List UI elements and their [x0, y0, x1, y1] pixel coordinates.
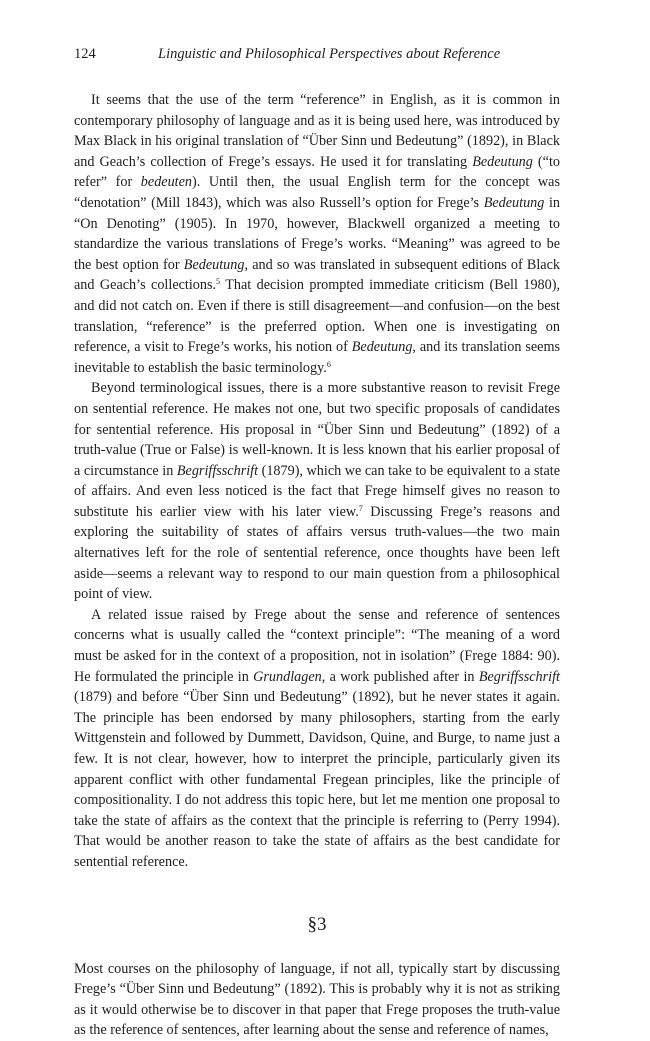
section-heading: §3: [307, 913, 327, 935]
text-run: Discussing Frege’s reasons and exploring the suitability of states of affairs versus truth-values—the two main alternatives left for the role of sentential reference, once thoughts have been left aside—seems a relevant way to respond to our main question from a philosophical point of view.: [74, 503, 560, 603]
running-title: Linguistic and Philosophical Perspectives about Reference: [158, 46, 501, 62]
paragraph-4: Most courses on the philosophy of language, if not all, typically start by discussing Frege’s “Über Sinn und Bedeutung” (1892). This is probably why it is not as striking as it would otherwise be to discover in that paper that Frege proposes the truth-value as the reference of sentences, after learning about the sense and reference of names,: [74, 960, 560, 1039]
text-run: (1879) and before “Über Sinn und Bedeutung” (1892), but he never states it again. The principle has been endorsed by many philosophers, starting from the early Wittgenstein and followed by Dummett, Davidson, Quine, and Burge, to name just a few. It is not clear, however, how to interpret the principle, particularly given its apparent conflict with other fundamental Fregean principles, like the principle of compositionality. I do not address this topic here, but let me mention one proposal to take the state of affairs as the context that the principle is referring to (Perry 1994). That would be another reason to take the state of affairs as the best candidate for sentential reference.: [74, 689, 560, 870]
text-run: A related issue raised by Frege about the sense and reference of sentences concerns what is usually called the “context principle”: “The meaning of a word must be asked for in the context of a proposition, not in isolation” (Frege 1884: 90). He formulated the principle in: [74, 606, 560, 685]
text-run: , and so was translated in subsequent editions of Black and Geach’s collections.: [74, 256, 560, 294]
body-text: [74, 90, 560, 1041]
footnote-marker-5[interactable]: 5: [216, 277, 221, 287]
italic-term: Bedeutung: [472, 153, 533, 170]
text-run: , a work published after in: [321, 668, 479, 685]
paragraph-2: [74, 378, 560, 605]
text-run: , and its translation seems inevitable to establish the basic terminology.: [74, 339, 560, 376]
italic-term: Bedeutung: [483, 194, 545, 211]
text-run: ). Until then, the usual English term for the concept was “denotation” (Mill 1843), which was also Russell’s option for Frege’s: [74, 174, 560, 211]
running-header: [74, 46, 564, 66]
text-run: That decision prompted immediate criticism (Bell 1980), and did not catch on. Even if there is still disagreement—and confusion—on the best translation, “reference” is the preferred option. When one is investigating on reference, a visit to Frege’s works, his notion of: [74, 277, 560, 356]
paragraph-1: [74, 90, 560, 378]
italic-term: Begriffsschrift: [478, 668, 560, 685]
text-run: (“to refer” for: [74, 153, 560, 191]
italic-term: Bedeutung: [183, 256, 245, 273]
paragraph-3: [74, 605, 560, 873]
footnote-marker-7[interactable]: 7: [358, 503, 363, 513]
text-run: Beyond terminological issues, there is a more substantive reason to revisit Frege on sentential reference. He makes not one, but two specific proposals of candidates for sentential reference. His proposal in “Über Sinn und Bedeutung” (1892) of a truth-value (True or False) is well-known. It is less known that his earlier proposal of a circumstance in: [74, 380, 560, 479]
page-number: 124: [74, 46, 96, 62]
italic-term: Grundlagen: [253, 668, 322, 685]
text-run: It seems that the use of the term “reference” in English, as it is common in contemporary philosophy of language and as it is being used here, was introduced by Max Black in his original translation of “Über Sinn und Bedeutung” (1892), in Black and Geach’s collection of Frege’s essays. He used it for translating: [74, 92, 560, 170]
italic-term: bedeuten: [140, 174, 193, 191]
italic-term: Bedeutung: [351, 339, 413, 356]
footnote-marker-6[interactable]: 6: [326, 359, 331, 369]
italic-term: Begriffsschrift: [176, 462, 259, 479]
text-run: in “On Denoting” (1905). In 1970, however, Blackwell organized a meeting to standardize the various translations of Frege’s works. “Meaning” was agreed to be the best option for: [74, 194, 560, 273]
text-run: (1879), which we can take to be equivalent to a state of affairs. And even less noticed is the fact that Frege himself gives no reason to substitute his earlier view with his later view.: [74, 462, 560, 520]
